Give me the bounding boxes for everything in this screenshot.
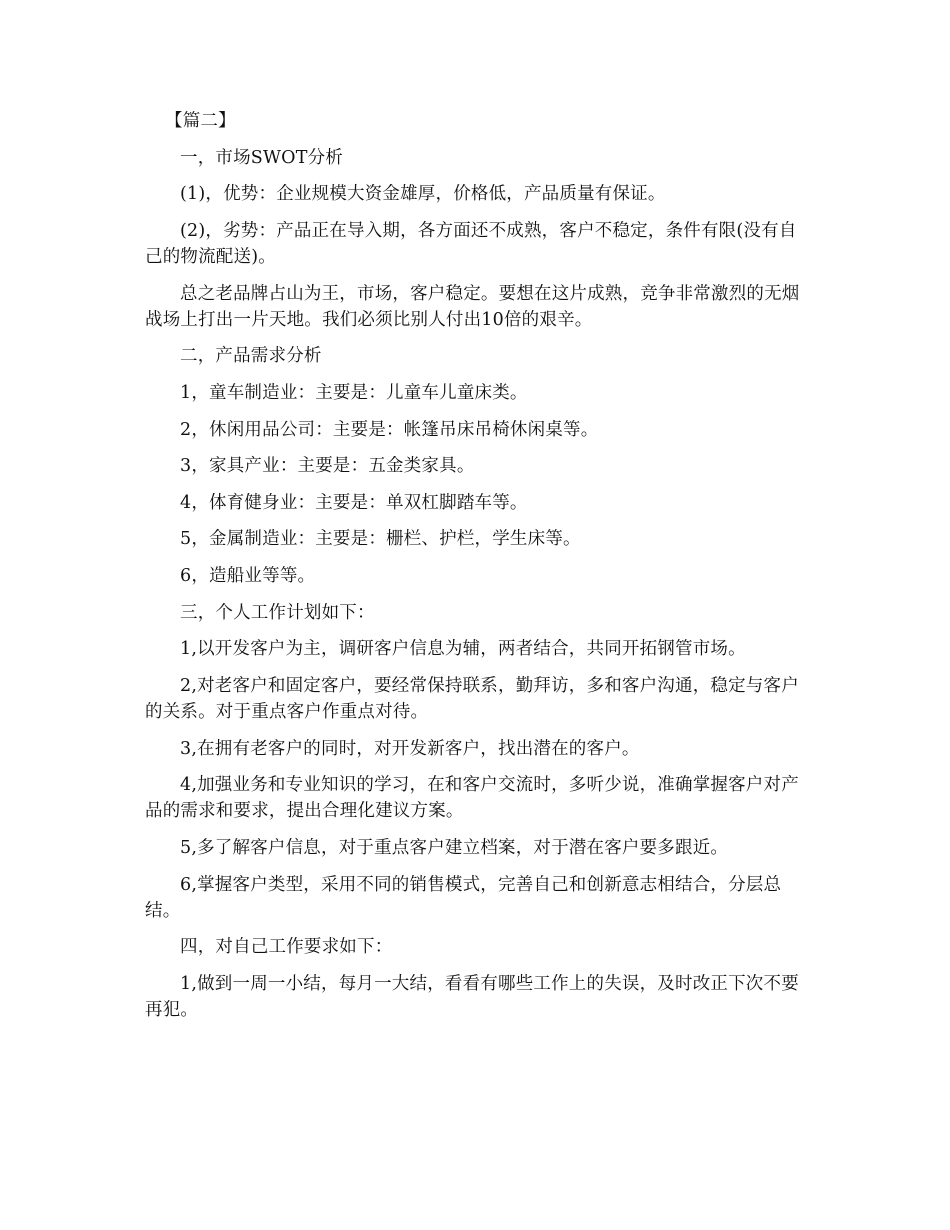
list-item-plan-5: 5,多了解客户信息，对于重点客户建立档案，对于潜在客户要多跟近。: [180, 837, 729, 858]
list-item-demand-2: 2，休闲用品公司：主要是：帐篷吊床吊椅休闲桌等。: [180, 419, 599, 440]
list-item-demand-1: 1，童车制造业：主要是：儿童车儿童床类。: [180, 382, 528, 403]
list-item-plan-3: 3,在拥有老客户的同时，对开发新客户，找出潜在的客户。: [180, 738, 640, 759]
list-item-plan-2: 2,对老客户和固定客户，要经常保持联系，勤拜访，多和客户沟通，稳定与客户的关系。对于重点客户作重点对待。: [145, 675, 799, 722]
paragraph-weakness: (2)，劣势：产品正在导入期，各方面还不成熟，客户不稳定，条件有限(没有自己的物流配送)。: [145, 220, 797, 267]
list-item-demand-3: 3，家具产业：主要是：五金类家具。: [180, 456, 475, 477]
list-item-demand-6: 6，造船业等等。: [180, 565, 316, 586]
heading-work-plan: 三，个人工作计划如下：: [180, 602, 375, 623]
heading-self-requirements: 四，对自己工作要求如下：: [180, 937, 393, 958]
paragraph-strength: (1)，优势：企业规模大资金雄厚，价格低，产品质量有保证。: [180, 184, 666, 205]
document-page: [145, 108, 805, 1034]
list-item-plan-6: 6,掌握客户类型，采用不同的销售模式，完善自己和创新意志相结合，分层总结。: [145, 874, 782, 921]
list-item-demand-4: 4，体育健身业：主要是：单双杠脚踏车等。: [180, 492, 528, 513]
list-item-demand-5: 5，金属制造业：主要是：栅栏、护栏，学生床等。: [180, 529, 581, 550]
heading-demand: 二，产品需求分析: [180, 346, 322, 367]
paragraph-summary: 总之老品牌占山为王，市场，客户稳定。要想在这片成熟，竞争非常激烈的无烟战场上打出一片天地。我们必须比别人付出10倍的艰辛。: [145, 283, 800, 330]
list-item-requirement-1: 1,做到一周一小结，每月一大结，看看有哪些工作上的失误，及时改正下次不要再犯。: [145, 973, 799, 1021]
list-item-plan-1: 1,以开发客户为主，调研客户信息为辅，两者结合，共同开拓钢管市场。: [180, 639, 746, 660]
section-label: 【篇二】: [165, 111, 236, 131]
heading-swot: 一，市场SWOT分析: [180, 147, 343, 168]
list-item-plan-4: 4,加强业务和专业知识的学习，在和客户交流时，多听少说，准确掌握客户对产品的需求和要求，提出合理化建议方案。: [145, 775, 799, 822]
